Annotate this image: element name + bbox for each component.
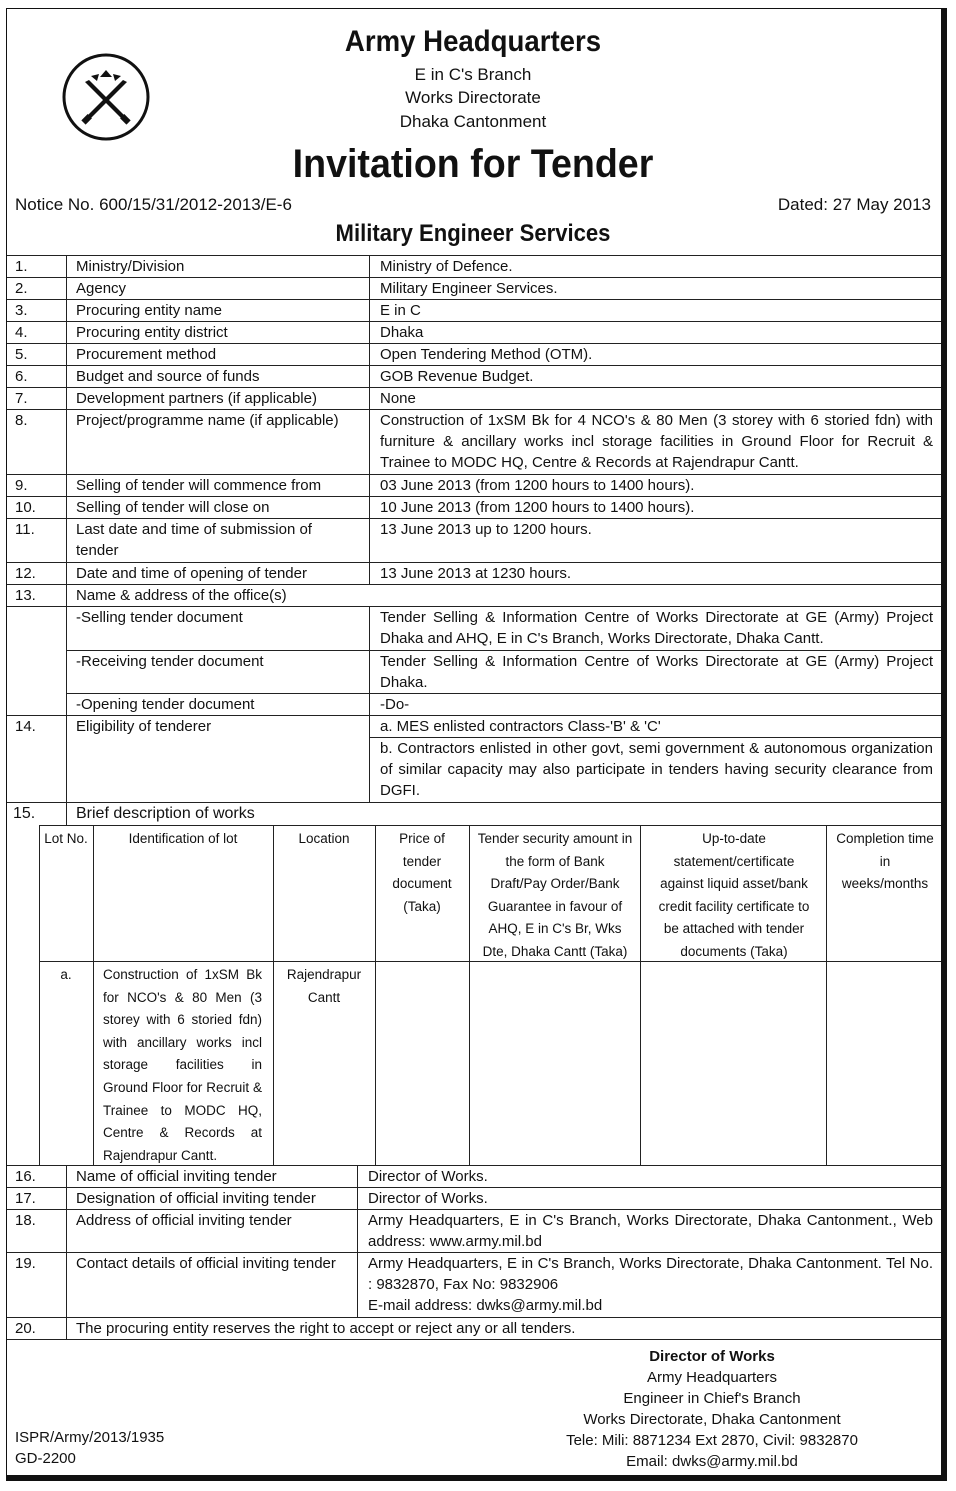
army-emblem-icon xyxy=(61,52,151,142)
price-header: Price of tender document (Taka) xyxy=(392,831,452,914)
row-number: 19. xyxy=(15,1255,36,1272)
row-number: 10. xyxy=(15,499,36,516)
row-value: 13 June 2013 up to 1200 hours. xyxy=(380,521,592,538)
row-label: Address of official inviting tender xyxy=(76,1212,292,1229)
contact-email: E-mail address: dwks@army.mil.bd xyxy=(368,1297,603,1314)
row-label: Procurement method xyxy=(76,346,217,363)
row-number: 2. xyxy=(15,280,28,297)
office-value: Tender Selling & Information Centre of Works Directorate at GE (Army) Project Dhaka and AHQ, E in C's Branch, Works Directorate, Dhaka Cantt. xyxy=(380,609,933,647)
row-label: Project/programme name (if applicable) xyxy=(76,412,339,429)
location-line: Dhaka Cantonment xyxy=(399,112,547,131)
row-value: Dhaka xyxy=(380,324,424,341)
office-label: -Selling tender document xyxy=(76,609,243,626)
identification-header: Identification of lot xyxy=(128,831,238,846)
subtitle: Military Engineer Services xyxy=(335,220,611,247)
signature-email: Email: dwks@army.mil.bd xyxy=(626,1453,798,1470)
notice-number: Notice No. 600/15/31/2012-2013/E-6 xyxy=(15,195,292,214)
row-number: 6. xyxy=(15,368,28,385)
lot-identification: Construction of 1xSM Bk for NCO's & 80 Men (3 storey with 6 storied fdn) with ancillary works incl storage facilities in Ground Floor for Recruit & Trainee to MODC HQ, Centre & Records at Rajendrapur Cantt. xyxy=(103,967,262,1163)
office-label: -Opening tender document xyxy=(76,696,255,713)
row-number: 1. xyxy=(15,258,28,275)
row-value: 03 June 2013 (from 1200 hours to 1400 hours). xyxy=(380,477,695,494)
row-label: Name & address of the office(s) xyxy=(76,587,287,604)
row-label: Date and time of opening of tender xyxy=(76,565,307,582)
location-header: Location xyxy=(298,831,350,846)
row-label: Procuring entity district xyxy=(76,324,228,341)
row-value: Open Tendering Method (OTM). xyxy=(380,346,593,363)
lot-no-header: Lot No. xyxy=(44,831,88,846)
completion-header: Completion time in weeks/months xyxy=(836,831,934,892)
row-label: Agency xyxy=(76,280,127,297)
directorate-line: Works Directorate xyxy=(405,88,541,107)
row-number: 8. xyxy=(15,412,28,429)
ispr-reference: ISPR/Army/2013/1935 xyxy=(15,1429,165,1446)
lot-location: Rajendrapur Cantt xyxy=(286,967,362,1005)
row-value: Army Headquarters, E in C's Branch, Works Directorate, Dhaka Cantonment., Web address: www.army.mil.bd xyxy=(368,1212,933,1250)
signature-line: Tele: Mili: 8871234 Ext 2870, Civil: 9832870 xyxy=(566,1432,858,1449)
row-number: 9. xyxy=(15,477,28,494)
row-value: GOB Revenue Budget. xyxy=(380,368,534,385)
row-number: 18. xyxy=(15,1212,36,1229)
notice-date: Dated: 27 May 2013 xyxy=(777,195,931,214)
row-number: 20. xyxy=(15,1320,36,1337)
row-number: 5. xyxy=(15,346,28,363)
row-label: Eligibility of tenderer xyxy=(76,718,212,735)
row-label: Last date and time of submission of tender xyxy=(76,521,312,559)
org-title: Army Headquarters xyxy=(344,25,602,58)
row-label: Budget and source of funds xyxy=(76,368,260,385)
row-label: Development partners (if applicable) xyxy=(76,390,317,407)
page-title: Invitation for Tender xyxy=(292,142,654,186)
row-label: Procuring entity name xyxy=(76,302,222,319)
row-label: Ministry/Division xyxy=(76,258,185,275)
row-value: Military Engineer Services. xyxy=(380,280,558,297)
office-value: Tender Selling & Information Centre of Works Directorate at GE (Army) Project Dhaka. xyxy=(380,653,933,691)
row-number: 17. xyxy=(15,1190,36,1207)
row-label: Brief description of works xyxy=(76,805,255,822)
signature-line: Works Directorate, Dhaka Cantonment xyxy=(583,1411,841,1428)
row-value: E in C xyxy=(380,302,421,319)
row-text: The procuring entity reserves the right to accept or reject any or all tenders. xyxy=(76,1320,576,1337)
row-value: Director of Works. xyxy=(368,1190,488,1207)
signatory-title: Director of Works xyxy=(649,1348,775,1365)
liquid-asset-header: Up-to-date statement/certificate against liquid asset/bank credit facility certificate to be attached with tender documents (Taka) xyxy=(658,831,810,959)
lot-number: a. xyxy=(60,967,72,982)
row-label: Designation of official inviting tender xyxy=(76,1190,316,1207)
row-value: None xyxy=(380,390,416,407)
gd-reference: GD-2200 xyxy=(15,1450,76,1467)
row-value: Director of Works. xyxy=(368,1168,488,1185)
office-label: -Receiving tender document xyxy=(76,653,264,670)
row-value: Construction of 1xSM Bk for 4 NCO's & 80 Men (3 storey with 6 storied fdn) with furniture & ancillary works incl storage facilities in Ground Floor for Recruit & Trainee to MODC HQ, Centre & Records at Rajendrapur Cantt. xyxy=(380,412,933,471)
row-label: Name of official inviting tender xyxy=(76,1168,277,1185)
row-label: Selling of tender will close on xyxy=(76,499,270,516)
row-value: Ministry of Defence. xyxy=(380,258,513,275)
row-number: 14. xyxy=(15,718,36,735)
row-number: 4. xyxy=(15,324,28,341)
branch-line: E in C's Branch xyxy=(414,65,532,84)
row-number: 16. xyxy=(15,1168,36,1185)
row-number: 3. xyxy=(15,302,28,319)
row-number: 7. xyxy=(15,390,28,407)
signature-line: Army Headquarters xyxy=(646,1369,778,1386)
row-label: Contact details of official inviting tender xyxy=(76,1255,336,1272)
row-number: 12. xyxy=(15,565,36,582)
eligibility-a: a. MES enlisted contractors Class-'B' & 'C' xyxy=(380,718,661,735)
row-value: Army Headquarters, E in C's Branch, Works Directorate, Dhaka Cantonment. Tel No. : 9832870, Fax No: 9832906 xyxy=(368,1255,933,1293)
signature-line: Engineer in Chief's Branch xyxy=(623,1390,801,1407)
office-value: -Do- xyxy=(380,696,410,713)
row-number: 11. xyxy=(15,521,35,538)
row-label: Selling of tender will commence from xyxy=(76,477,322,494)
eligibility-b: b. Contractors enlisted in other govt, semi government & autonomous organization of similar capacity may also participate in tenders having security clearance from DGFI. xyxy=(380,740,933,799)
row-value: 13 June 2013 at 1230 hours. xyxy=(380,565,571,582)
row-number: 13. xyxy=(15,587,36,604)
security-header: Tender security amount in the form of Bank Draft/Pay Order/Bank Guarantee in favour of AHQ, E in C's Br, Wks Dte, Dhaka Cantt (Taka) xyxy=(477,831,633,959)
row-number: 15. xyxy=(13,805,36,822)
row-value: 10 June 2013 (from 1200 hours to 1400 hours). xyxy=(380,499,695,516)
